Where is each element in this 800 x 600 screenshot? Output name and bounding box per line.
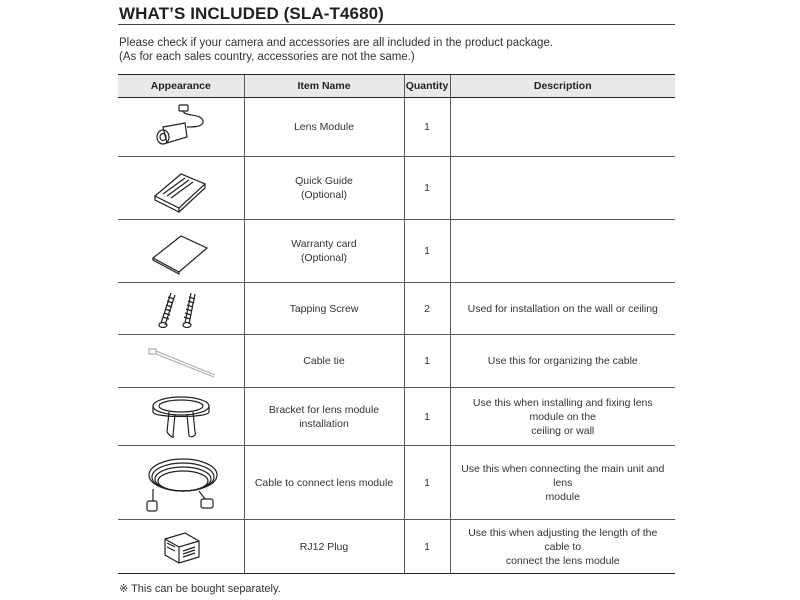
item-quantity: 1 xyxy=(424,182,430,194)
quantity-cell xyxy=(404,388,450,446)
item-name: RJ12 Plug xyxy=(299,540,349,553)
item-name-cell xyxy=(244,335,404,388)
item-name: Quick Guide (Optional) xyxy=(295,175,353,201)
item-description: Used for installation on the wall or ceiling xyxy=(467,302,658,315)
table-header-row xyxy=(118,75,675,98)
header-quantity: Quantity xyxy=(404,75,450,98)
description-cell xyxy=(450,520,675,574)
item-name: Bracket for lens module installation xyxy=(268,403,380,430)
item-name: Warranty card (Optional) xyxy=(291,238,357,264)
title-divider xyxy=(118,24,675,25)
item-description: Use this when adjusting the length of the cable to connect the lens module xyxy=(468,526,658,567)
quantity-cell xyxy=(404,520,450,574)
item-quantity: 1 xyxy=(424,355,430,367)
item-description: Use this when installing and fixing lens module on the ceiling or wall xyxy=(472,396,653,437)
included-items-table xyxy=(118,74,675,574)
item-name-cell xyxy=(244,388,404,446)
footnote: ※ This can be bought separately. xyxy=(119,583,281,595)
appearance-cell xyxy=(118,446,244,520)
quantity-cell xyxy=(404,283,450,335)
rj12-plug-icon xyxy=(141,525,221,569)
appearance-cell xyxy=(118,335,244,388)
quantity-cell xyxy=(404,220,450,283)
intro-line-2: (As for each sales country, accessories are not the same.) xyxy=(119,50,415,63)
header-appearance: Appearance xyxy=(118,75,244,98)
description-cell xyxy=(450,98,675,157)
quantity-cell xyxy=(404,98,450,157)
description-cell xyxy=(450,388,675,446)
quantity-cell xyxy=(404,157,450,220)
table-row xyxy=(118,98,675,157)
quantity-cell xyxy=(404,446,450,520)
item-quantity: 1 xyxy=(424,476,430,489)
table-row xyxy=(118,335,675,388)
table-row xyxy=(118,220,675,283)
item-description: Use this for organizing the cable xyxy=(487,355,638,367)
quick-guide-icon xyxy=(141,162,221,214)
item-name: Cable to connect lens module xyxy=(254,476,394,489)
description-cell xyxy=(450,157,675,220)
appearance-cell xyxy=(118,388,244,446)
table-row xyxy=(118,520,675,574)
item-quantity: 1 xyxy=(424,245,430,257)
item-quantity: 1 xyxy=(424,410,430,423)
item-name: Tapping Screw xyxy=(289,302,359,315)
item-name-cell xyxy=(244,283,404,335)
intro-line-1: Please check if your camera and accessories are all included in the product package. xyxy=(119,37,554,49)
intro-text xyxy=(119,37,553,64)
item-quantity: 2 xyxy=(424,302,430,315)
appearance-cell xyxy=(118,220,244,283)
table-row xyxy=(118,446,675,520)
item-name-cell xyxy=(244,446,404,520)
appearance-cell xyxy=(118,520,244,574)
description-cell xyxy=(450,446,675,520)
item-quantity: 1 xyxy=(424,540,430,553)
item-quantity: 1 xyxy=(424,121,430,133)
description-cell xyxy=(450,220,675,283)
table-row xyxy=(118,157,675,220)
item-name: Lens Module xyxy=(293,121,355,133)
item-name-cell xyxy=(244,98,404,157)
warranty-card-icon xyxy=(141,226,221,276)
description-cell xyxy=(450,283,675,335)
coiled-cable-icon xyxy=(139,449,223,517)
item-name-cell xyxy=(244,220,404,283)
appearance-cell xyxy=(118,283,244,335)
table-row xyxy=(118,388,675,446)
tapping-screw-icon xyxy=(141,287,221,331)
item-name: Cable tie xyxy=(303,355,345,367)
appearance-cell xyxy=(118,157,244,220)
header-description: Description xyxy=(450,75,675,98)
appearance-cell xyxy=(118,98,244,157)
cable-tie-icon xyxy=(141,341,221,381)
item-name-cell xyxy=(244,520,404,574)
header-item-name: Item Name xyxy=(244,75,404,98)
quantity-cell xyxy=(404,335,450,388)
bracket-icon xyxy=(141,392,221,442)
item-name-cell xyxy=(244,157,404,220)
item-description: Use this when connecting the main unit and lens module xyxy=(461,462,665,503)
lens-module-icon xyxy=(141,101,221,153)
table-row xyxy=(118,283,675,335)
description-cell xyxy=(450,335,675,388)
page-title: WHAT’S INCLUDED (SLA-T4680) xyxy=(119,4,384,23)
